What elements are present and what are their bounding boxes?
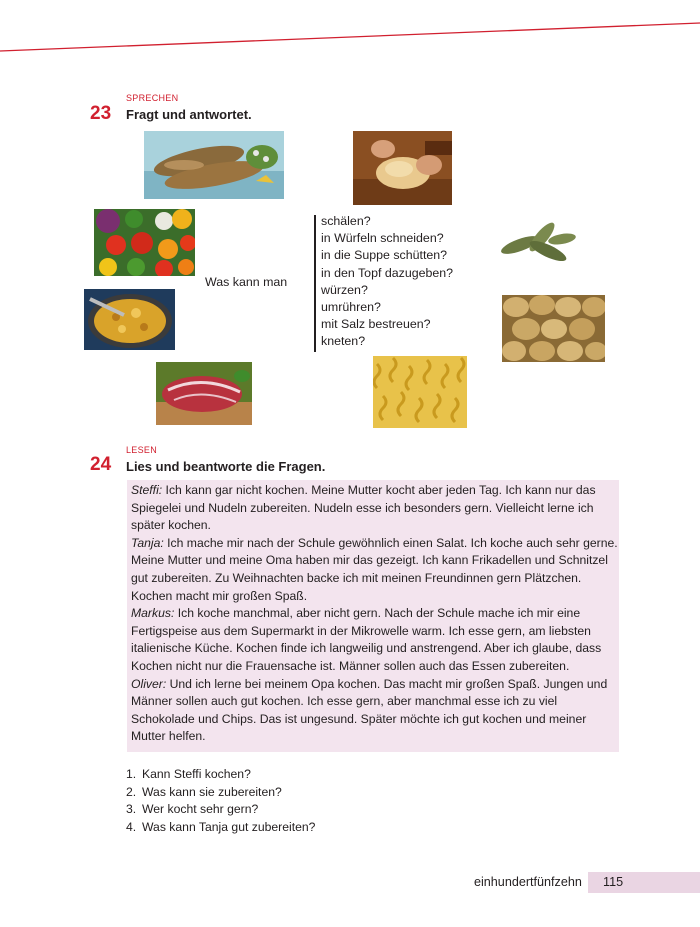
question-text: Wer kocht sehr gern? <box>142 802 259 817</box>
exercise-title-24: Lies und beantworte die Fragen. <box>126 459 326 474</box>
reading-paragraph-markus <box>131 605 621 675</box>
fish-photo <box>144 131 284 199</box>
verb-item: würzen? <box>321 282 368 297</box>
question-number: 4. <box>126 819 137 834</box>
page-number-word: einhundertfünfzehn <box>474 875 582 889</box>
bay-leaves-photo <box>492 219 582 271</box>
verb-list <box>321 213 453 351</box>
verb-item: umrühren? <box>321 300 381 315</box>
verb-item: schälen? <box>321 214 371 228</box>
question-text: Was kann Tanja gut zubereiten? <box>142 819 316 834</box>
reading-paragraph-oliver <box>131 676 621 746</box>
speaker-text: Ich mache mir nach der Schule gewöhnlich einen Salat. Ich koche auch sehr gerne. Meine Mutter und meine Oma haben mir das gezeigt. Ich kann Frikadellen und Schnitzel gut zubereiten. Zu Weihnachten backe ich mit meinen Freundinnen gern Plätzchen. Kochen macht mir großen Spaß. <box>131 535 618 603</box>
verb-item: in die Suppe schütten? <box>321 248 448 263</box>
question-number: 1. <box>126 767 137 781</box>
question-number: 2. <box>126 784 137 799</box>
speaker-name: Steffi: <box>131 483 163 497</box>
question-prompt: Was kann man <box>205 275 288 289</box>
verb-item: mit Salz bestreuen? <box>321 317 431 332</box>
exercise-number-23: 23 <box>90 103 112 124</box>
question-item <box>126 801 315 819</box>
verb-item: in den Topf dazugeben? <box>321 265 454 280</box>
speaker-text: Ich kann gar nicht kochen. Meine Mutter kocht aber jeden Tag. Ich kann nur das Spiegelei und Nudeln zubereiten. Nudeln esse ich besonders gern. Vielleicht lerne ich später kochen. <box>131 483 596 533</box>
verb-item: in Würfeln schneiden? <box>321 231 444 246</box>
potatoes-photo <box>502 295 605 362</box>
verb-divider <box>314 215 316 352</box>
section-label-lesen: LESEN <box>126 445 158 455</box>
pasta-photo <box>373 356 467 428</box>
question-text: Was kann sie zubereiten? <box>142 784 282 799</box>
verb-item: kneten? <box>321 334 366 349</box>
vegetables-photo <box>94 209 195 276</box>
question-item <box>126 784 315 802</box>
question-text: Kann Steffi kochen? <box>142 767 251 781</box>
reading-paragraph-steffi <box>131 482 621 535</box>
speaker-text: Und ich lerne bei meinem Opa kochen. Das macht mir großen Spaß. Jungen und Männer sollen auch gut kochen. Ich esse gern, aber manchmal esse ich zu viel Schokolade und Chips. Das ist ungesund. Später möchte ich gut kochen und meiner Mutter helfen. <box>131 676 608 744</box>
question-list <box>126 766 315 836</box>
question-item <box>126 766 315 784</box>
meat-photo <box>156 362 252 425</box>
page-number: 115 <box>603 875 624 889</box>
speaker-text: Ich koche manchmal, aber nicht gern. Nach der Schule mache ich mir eine Fertigspeise aus dem Supermarkt in der Mikrowelle warm. Ich esse gern, am liebsten italienische Küche. Kochen finde ich langweilig und anstrengend. Aber ich glaube, dass Kochen nicht nur die Frauensache ist. Männer sollen auch das Essen zubereiten. <box>131 606 602 673</box>
speaker-name: Markus: <box>131 606 175 621</box>
soup-photo <box>84 289 175 350</box>
speaker-name: Oliver: <box>131 676 167 691</box>
header-rule <box>0 0 700 60</box>
question-item <box>126 819 315 837</box>
reading-text <box>131 482 621 746</box>
exercise-title-23: Fragt und antwortet. <box>126 107 252 122</box>
dough-photo <box>353 131 452 205</box>
question-number: 3. <box>126 802 137 817</box>
speaker-name: Tanja: <box>131 535 164 550</box>
exercise-number-24: 24 <box>90 454 112 475</box>
section-label-sprechen: SPRECHEN <box>126 93 179 103</box>
reading-paragraph-tanja <box>131 535 621 605</box>
